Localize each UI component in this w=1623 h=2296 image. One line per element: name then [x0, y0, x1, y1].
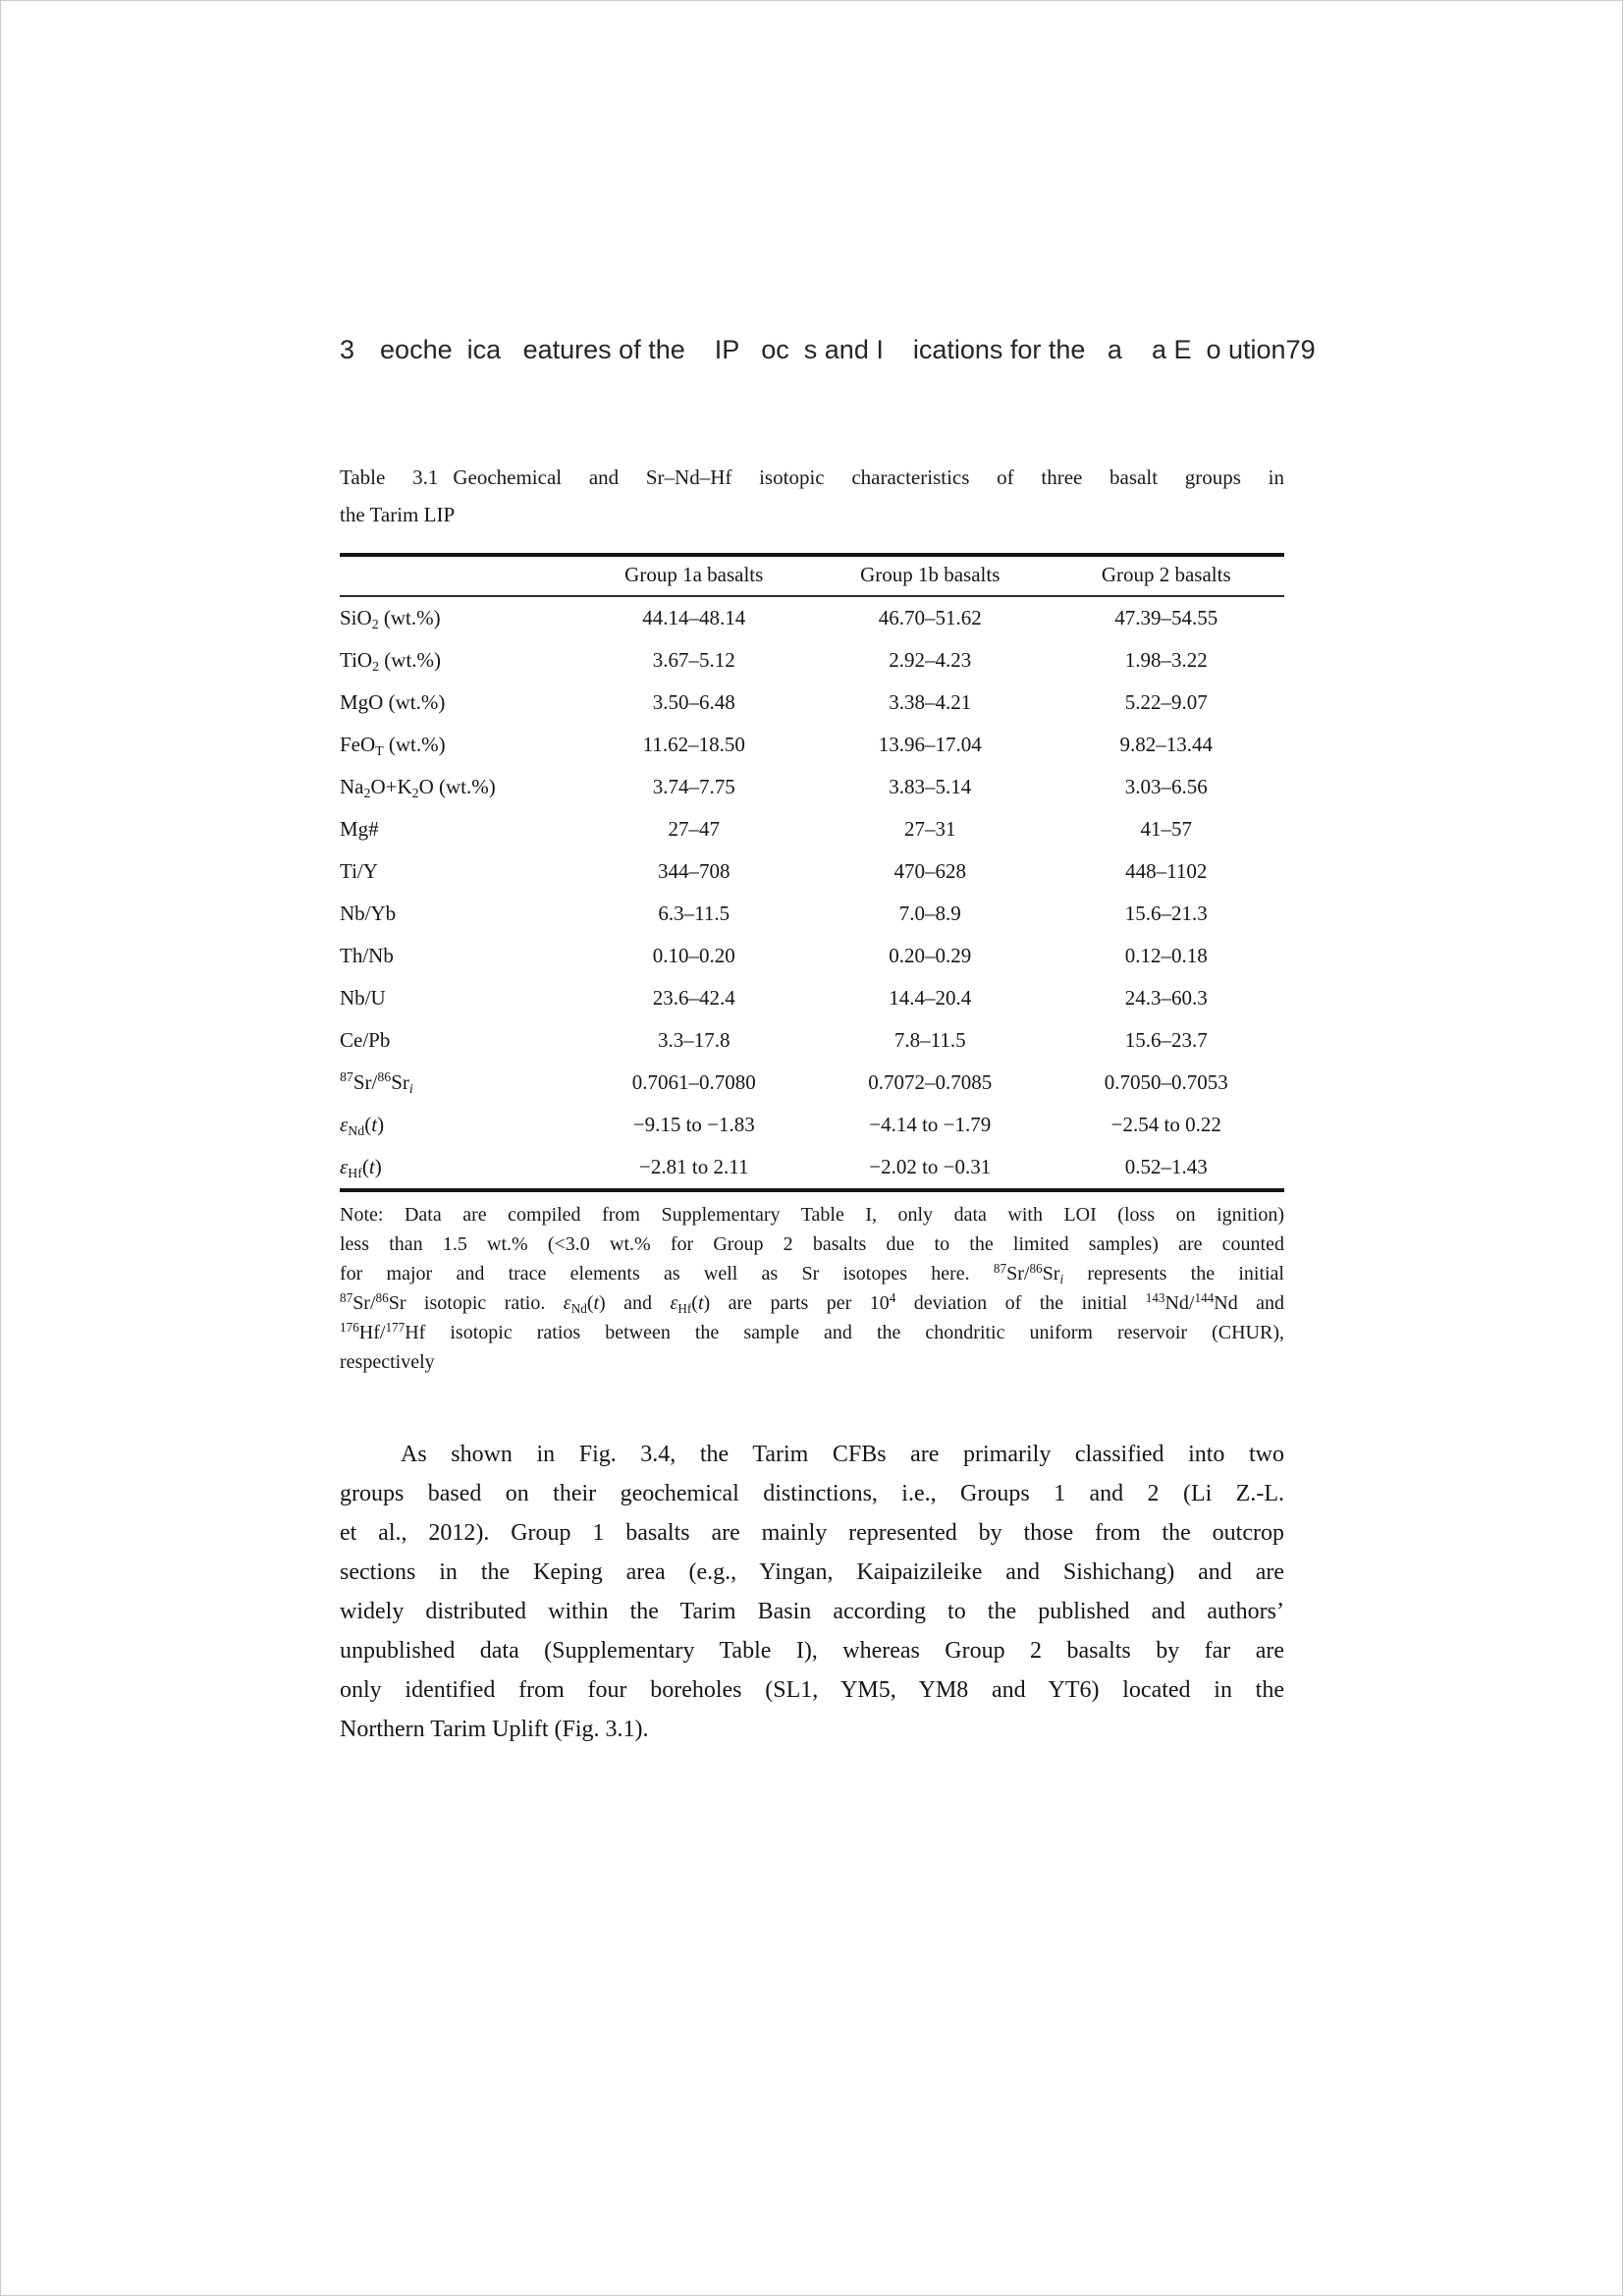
- body-paragraph: [340, 1435, 1284, 1749]
- row-label: Mg#: [340, 817, 379, 841]
- text-line: only identified from four boreholes (SL1, YM5, YM8 and YT6) located in the: [340, 1677, 1284, 1703]
- row-label: Nb/Yb: [340, 902, 397, 925]
- text-line: $^{176}$Hf/$^{177}$Hf isotopic ratios between the sample and the chondritic uniform reservoir (CHUR),: [340, 1319, 1284, 1343]
- chapter-number: 3: [340, 335, 355, 364]
- row-label: SiO$_2$ (wt.%): [340, 606, 441, 631]
- cell-value: 3.03–6.56: [1124, 775, 1208, 798]
- table-row: [340, 850, 1284, 893]
- column-header: Group 1b basalts: [812, 555, 1049, 596]
- table-row: [340, 639, 1284, 682]
- text-line: Northern Tarim Uplift (Fig. 3.1).: [340, 1717, 649, 1742]
- cell-value: 0.52–1.43: [1124, 1155, 1208, 1178]
- cell-value: 3.50–6.48: [652, 690, 735, 714]
- text-line: groups based on their geochemical distinctions, i.e., Groups 1 and 2 (Li Z.-L.: [340, 1481, 1284, 1506]
- row-label: $\varepsilon_{Nd}(t)$: [340, 1113, 385, 1138]
- cell-value: 0.20–0.29: [889, 944, 972, 967]
- table-container: [340, 553, 1284, 1192]
- cell-value: −4.14 to −1.79: [869, 1113, 992, 1136]
- row-label: TiO$_2$ (wt.%): [340, 648, 442, 674]
- cell-value: 44.14–48.14: [642, 606, 746, 629]
- cell-value: 0.10–0.20: [652, 944, 735, 967]
- cell-value: 7.0–8.9: [898, 902, 961, 925]
- cell-value: 14.4–20.4: [889, 986, 972, 1010]
- table-note: [340, 1200, 1284, 1377]
- text-line: et al., 2012). Group 1 basalts are mainly represented by those from the outcrop: [340, 1520, 1284, 1546]
- running-head: [340, 335, 1316, 365]
- text-line: for major and trace elements as well as Sr isotopes here. $^{87}Sr/^{86}Sr_i$ represents the initial: [340, 1260, 1284, 1286]
- text-line: Note: Data are compiled from Supplementary Table I, only data with LOI (loss on ignition): [340, 1204, 1284, 1226]
- cell-value: 3.67–5.12: [652, 648, 735, 672]
- cell-value: 344–708: [658, 859, 730, 883]
- cell-value: −2.54 to 0.22: [1110, 1113, 1221, 1136]
- cell-value: −2.81 to 2.11: [639, 1155, 749, 1178]
- table-caption: [340, 459, 1284, 533]
- row-label: $Na_2O+K_2O$ (wt.%): [340, 775, 496, 800]
- cell-value: 5.22–9.07: [1124, 690, 1208, 714]
- cell-value: 15.6–23.7: [1124, 1028, 1208, 1052]
- text-line: As shown in Fig. 3.4, the Tarim CFBs are primarily classified into two: [401, 1442, 1284, 1467]
- cell-value: 41–57: [1140, 817, 1192, 841]
- table-caption-line-2: the Tarim LIP: [340, 503, 456, 526]
- column-header: Group 1a basalts: [576, 555, 813, 596]
- table-row: [340, 1146, 1284, 1190]
- table-caption-line-1: [340, 459, 1284, 496]
- cell-value: −9.15 to −1.83: [632, 1113, 755, 1136]
- table-caption-text: Geochemical and Sr–Nd–Hf isotopic characteristics of three basalt groups in: [453, 465, 1284, 489]
- cell-value: 27–47: [668, 817, 720, 841]
- table-head: [340, 555, 1284, 596]
- stub-header: [340, 555, 576, 596]
- page-number: 79: [1285, 335, 1316, 364]
- cell-value: 47.39–54.55: [1114, 606, 1218, 629]
- row-label: $^{87}Sr/^{86}Sr_i$: [340, 1069, 413, 1096]
- cell-value: 23.6–42.4: [652, 986, 735, 1010]
- table-caption-label: Table 3.1: [340, 465, 439, 489]
- table-row: [340, 682, 1284, 724]
- table-row: [340, 808, 1284, 850]
- text-line: less than 1.5 wt.% (<3.0 wt.% for Group 2 basalts due to the limited samples) are counted: [340, 1233, 1284, 1255]
- table-row: [340, 596, 1284, 639]
- row-label: $\varepsilon_{Hf}(t)$: [340, 1155, 382, 1180]
- table-body: [340, 596, 1284, 1190]
- table-row: [340, 766, 1284, 808]
- table-row: [340, 1104, 1284, 1146]
- cell-value: 7.8–11.5: [893, 1028, 966, 1052]
- cell-value: 6.3–11.5: [658, 902, 730, 925]
- text-line: $^{87}$Sr/$^{86}$Sr isotopic ratio. $\varepsilon_{Nd}(t)$ and $\varepsilon_{Hf}(t)$ are parts per $10^4$ deviation of the initial $^{143}$Nd/$^{144}$Nd and: [340, 1289, 1285, 1316]
- row-label: Th/Nb: [340, 944, 394, 967]
- table-row: [340, 724, 1284, 766]
- table-row: [340, 893, 1284, 935]
- cell-value: 3.83–5.14: [889, 775, 972, 798]
- cell-value: −2.02 to −0.31: [869, 1155, 992, 1178]
- cell-value: 15.6–21.3: [1124, 902, 1208, 925]
- cell-value: 448–1102: [1125, 859, 1208, 883]
- table-row: [340, 1062, 1284, 1104]
- table-row: [340, 977, 1284, 1019]
- cell-value: 11.62–18.50: [642, 733, 745, 756]
- geochemistry-table: [340, 553, 1284, 1192]
- cell-value: 3.74–7.75: [652, 775, 735, 798]
- text-line: respectively: [340, 1351, 435, 1373]
- cell-value: 470–628: [893, 859, 966, 883]
- table-row: [340, 1019, 1284, 1062]
- row-label: MgO (wt.%): [340, 690, 446, 714]
- cell-value: 3.38–4.21: [889, 690, 972, 714]
- cell-value: 46.70–51.62: [878, 606, 982, 629]
- row-label: Nb/U: [340, 986, 386, 1010]
- cell-value: 27–31: [904, 817, 956, 841]
- text-line: widely distributed within the Tarim Basin according to the published and authors’: [340, 1599, 1284, 1624]
- table-header-row: [340, 555, 1284, 596]
- row-label: FeO$_T$ (wt.%): [340, 733, 446, 758]
- cell-value: 3.3–17.8: [658, 1028, 730, 1052]
- column-header: Group 2 basalts: [1049, 555, 1285, 596]
- cell-value: 0.12–0.18: [1124, 944, 1208, 967]
- cell-value: 13.96–17.04: [878, 733, 982, 756]
- text-line: unpublished data (Supplementary Table I), whereas Group 2 basalts by far are: [340, 1638, 1284, 1664]
- text-line: sections in the Keping area (e.g., Yingan, Kaipaizileike and Sishichang) and are: [340, 1559, 1284, 1585]
- row-label: Ti/Y: [340, 859, 378, 883]
- table-row: [340, 935, 1284, 977]
- running-head-title: eoche ica eatures of the IP oc s and I ications for the a a E o ution: [380, 335, 1286, 364]
- cell-value: 2.92–4.23: [889, 648, 972, 672]
- cell-value: 24.3–60.3: [1124, 986, 1208, 1010]
- cell-value: 1.98–3.22: [1124, 648, 1208, 672]
- cell-value: 0.7061–0.7080: [631, 1070, 756, 1094]
- cell-value: 0.7072–0.7085: [868, 1070, 993, 1094]
- row-label: Ce/Pb: [340, 1028, 391, 1052]
- cell-value: 9.82–13.44: [1119, 733, 1213, 756]
- cell-value: 0.7050–0.7053: [1104, 1070, 1228, 1094]
